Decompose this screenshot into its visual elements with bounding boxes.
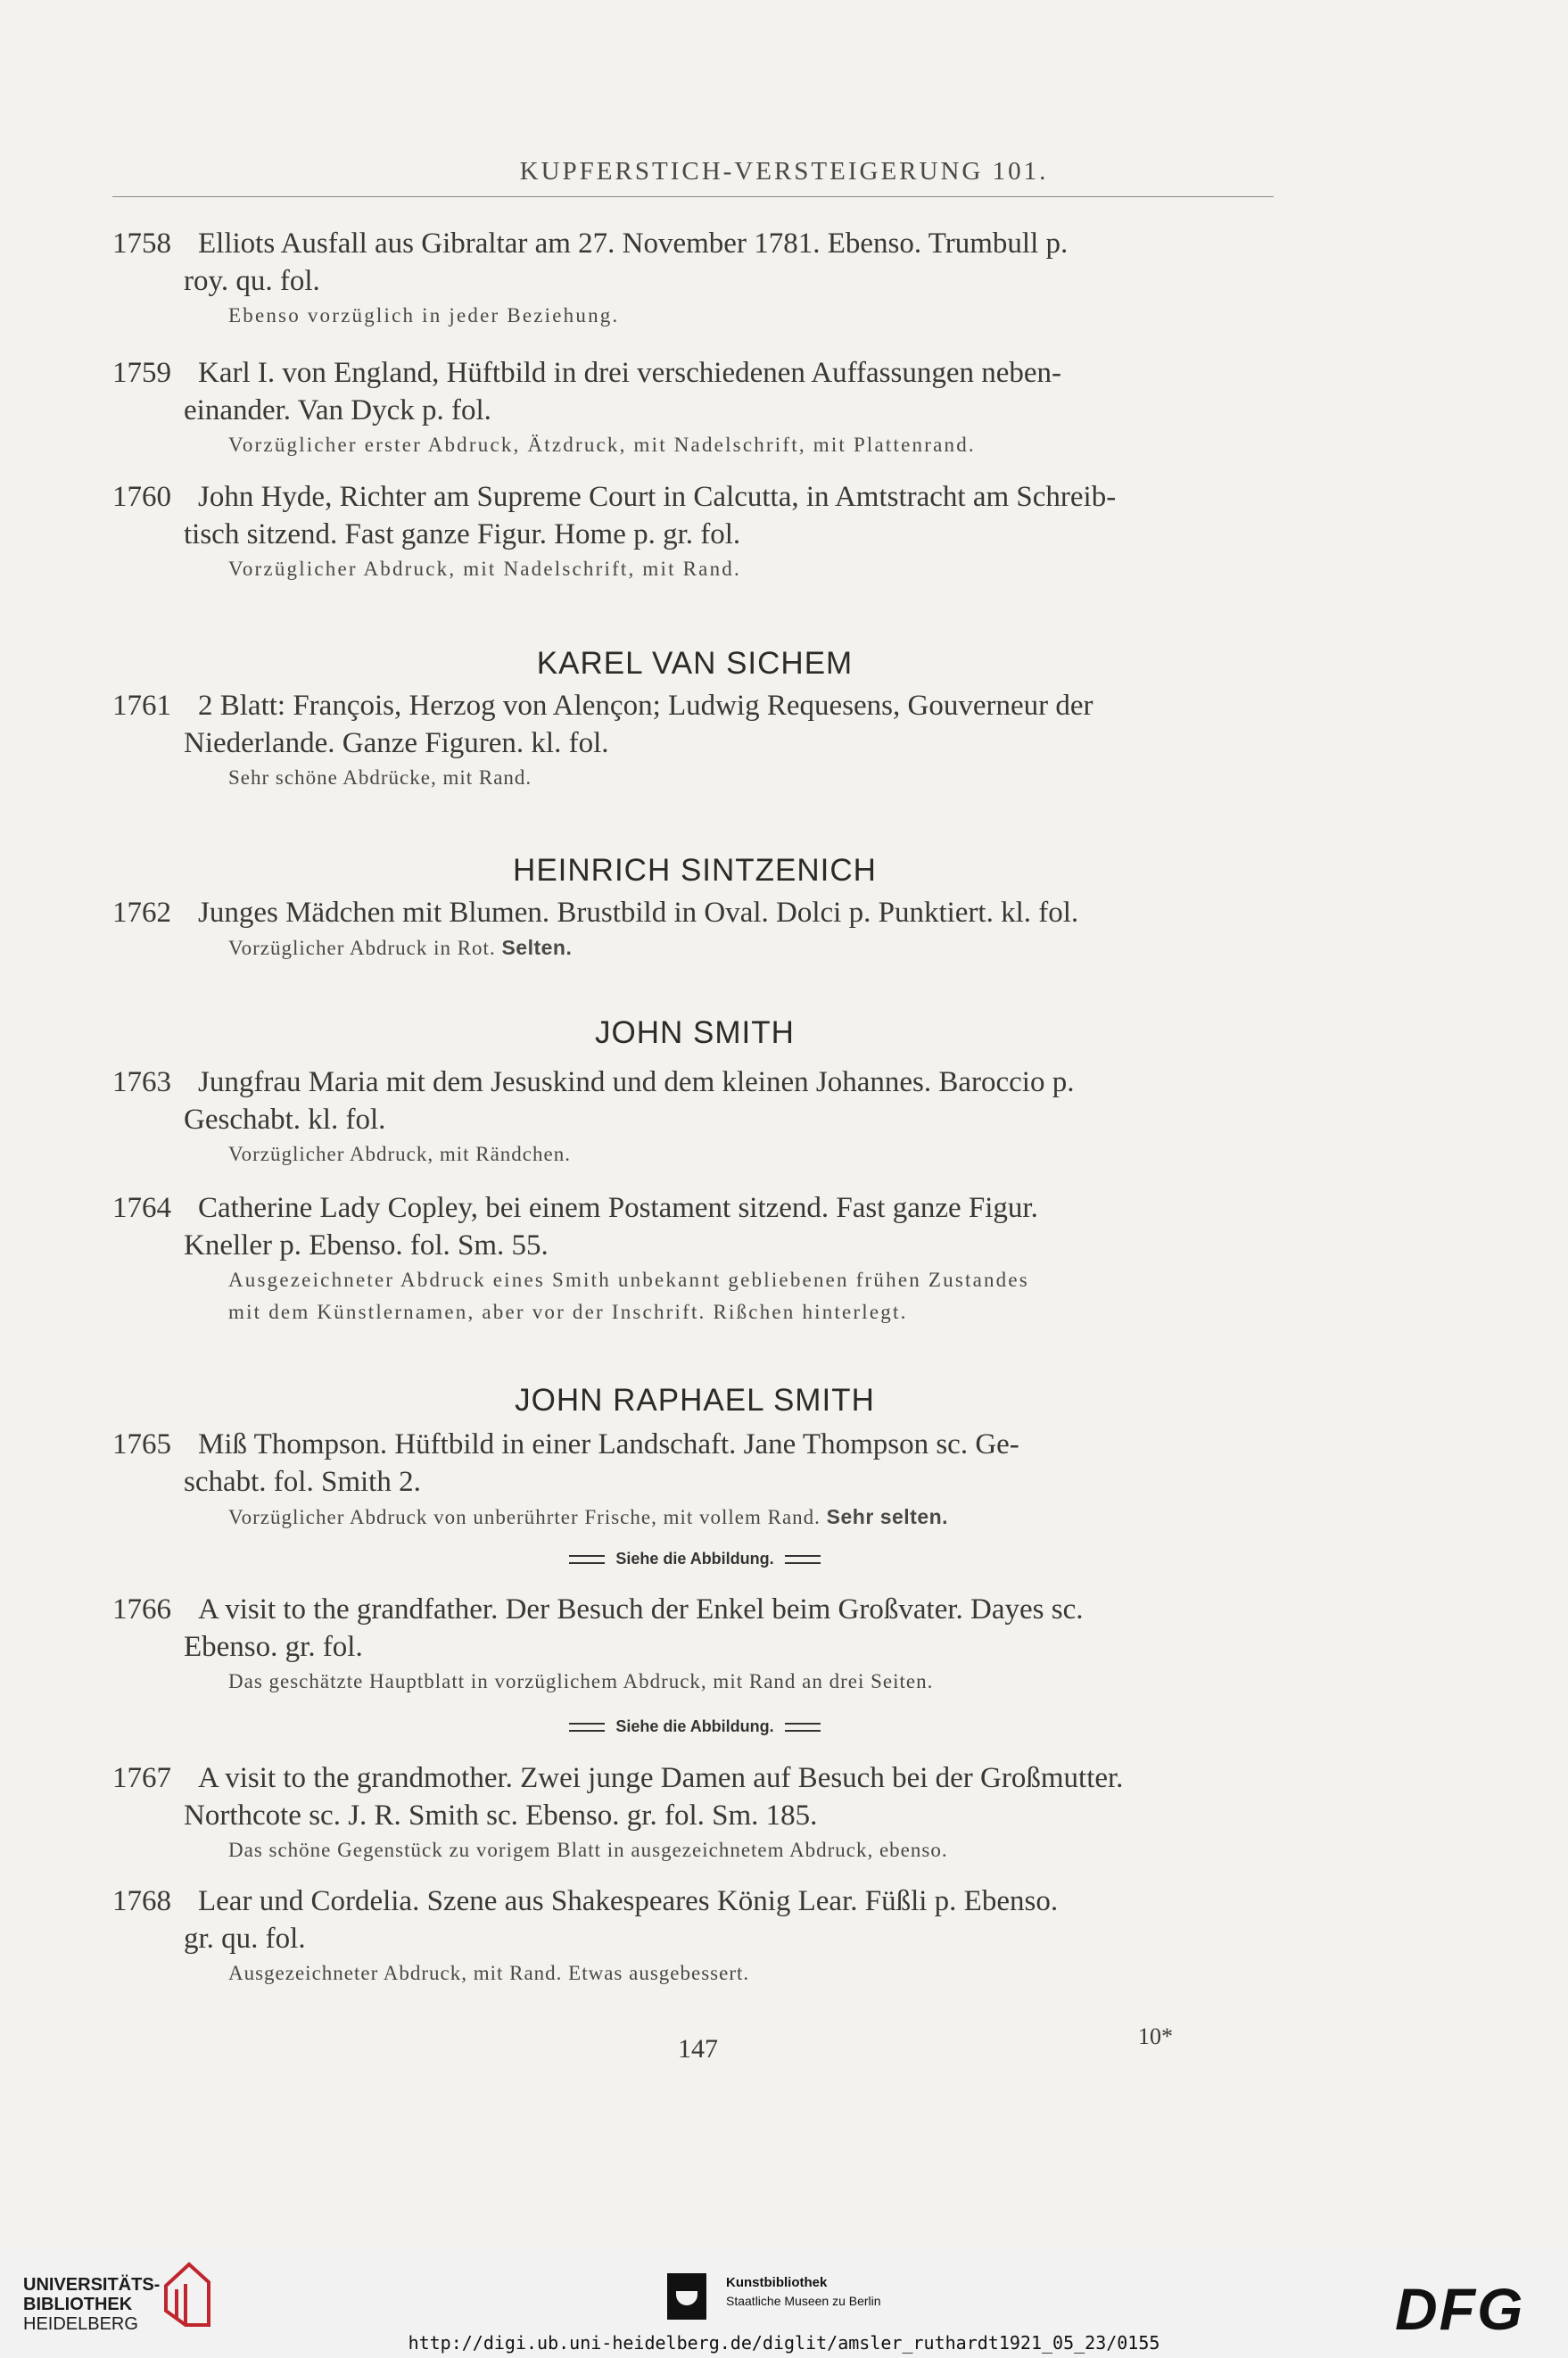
double-rule-left bbox=[569, 1723, 605, 1732]
header-rule bbox=[112, 196, 1274, 197]
catalog-entry-1762 bbox=[112, 894, 1290, 964]
permalink-url[interactable]: http://digi.ub.uni-heidelberg.de/diglit/amsler_ruthardt1921_05_23/0155 bbox=[408, 2332, 1160, 2354]
double-rule-left bbox=[569, 1555, 605, 1564]
entry-title-cont: Ebenso. gr. fol. bbox=[184, 1631, 363, 1663]
catalog-entry-1761 bbox=[112, 687, 1290, 794]
page-number: 147 bbox=[678, 2034, 718, 2064]
ub-emblem-icon bbox=[162, 2259, 212, 2330]
catalog-entry-1763 bbox=[112, 1063, 1290, 1171]
entry-note-emphasis: Sehr selten. bbox=[826, 1505, 949, 1528]
catalog-entry-1759 bbox=[112, 354, 1290, 461]
entry-note-emphasis: Selten. bbox=[501, 936, 573, 959]
signature-mark: 10* bbox=[1138, 2023, 1173, 2049]
kunstbibliothek-icon bbox=[667, 2273, 706, 2320]
double-rule-right bbox=[785, 1555, 821, 1564]
entry-title: Lear und Cordelia. Szene aus Shakespeares König Lear. Füßli p. Ebenso. bbox=[198, 1885, 1059, 1917]
see-figure-notice: Siehe die Abbildung. bbox=[0, 1717, 1390, 1736]
entry-title-cont: gr. qu. fol. bbox=[184, 1923, 306, 1955]
entry-title: Jungfrau Maria mit dem Jesuskind und dem kleinen Johannes. Baroccio p. bbox=[198, 1066, 1075, 1098]
entry-note: Sehr schöne Abdrücke, mit Rand. bbox=[228, 766, 532, 789]
dfg-logo[interactable]: DFG bbox=[1395, 2276, 1525, 2342]
entry-number: 1766 bbox=[112, 1593, 171, 1626]
see-figure-notice: Siehe die Abbildung. bbox=[0, 1550, 1390, 1568]
entry-title-cont: Geschabt. kl. fol. bbox=[184, 1104, 386, 1136]
entry-title-cont: roy. qu. fol. bbox=[184, 265, 320, 297]
entry-title-cont: tisch sitzend. Fast ganze Figur. Home p. gr. fol. bbox=[184, 518, 741, 550]
ub-heidelberg-logo[interactable]: UNIVERSITÄTS- BIBLIOTHEK HEIDELBERG bbox=[23, 2275, 161, 2334]
entry-title: A visit to the grandmother. Zwei junge Damen auf Besuch bei der Großmutter. bbox=[198, 1762, 1124, 1794]
entry-note: Ausgezeichneter Abdruck eines Smith unbekannt gebliebenen frühen Zustandes bbox=[228, 1269, 1029, 1291]
entry-number: 1765 bbox=[112, 1428, 171, 1460]
entry-title: 2 Blatt: François, Herzog von Alençon; Ludwig Requesens, Gouverneur der bbox=[198, 690, 1093, 722]
kunstbibliothek-logo[interactable]: Kunstbibliothek Staatliche Museen zu Berlin bbox=[667, 2261, 944, 2323]
entry-number: 1762 bbox=[112, 897, 171, 929]
entry-title: Catherine Lady Copley, bei einem Postament sitzend. Fast ganze Figur. bbox=[198, 1192, 1038, 1224]
catalog-entry-1758 bbox=[112, 225, 1290, 332]
entry-title-cont: Niederlande. Ganze Figuren. kl. fol. bbox=[184, 727, 609, 759]
section-heading-heinrich-sintzenich: HEINRICH SINTZENICH bbox=[513, 853, 877, 888]
entry-note: Vorzüglicher Abdruck von unberührter Frische, mit vollem Rand. bbox=[228, 1506, 821, 1528]
catalog-entry-1765 bbox=[112, 1426, 1290, 1534]
section-heading-karel-van-sichem: KAREL VAN SICHEM bbox=[536, 646, 854, 681]
entry-number: 1758 bbox=[112, 228, 171, 260]
catalog-entry-1760 bbox=[112, 478, 1290, 585]
section-heading-john-raphael-smith: JOHN RAPHAEL SMITH bbox=[515, 1383, 875, 1418]
entry-title: Elliots Ausfall aus Gibraltar am 27. November 1781. Ebenso. Trumbull p. bbox=[198, 228, 1069, 260]
viewer-footer bbox=[0, 2248, 1568, 2358]
entry-title-cont: einander. Van Dyck p. fol. bbox=[184, 394, 491, 426]
entry-note-cont: mit dem Künstlernamen, aber vor der Inschrift. Rißchen hinterlegt. bbox=[228, 1301, 908, 1323]
catalog-entry-1764 bbox=[112, 1189, 1290, 1328]
entry-note: Vorzüglicher erster Abdruck, Ätzdruck, mit Nadelschrift, mit Plattenrand. bbox=[228, 434, 976, 456]
entry-number: 1764 bbox=[112, 1192, 171, 1224]
double-rule-right bbox=[785, 1723, 821, 1732]
entry-title: Karl I. von England, Hüftbild in drei verschiedenen Auffassungen neben- bbox=[198, 357, 1062, 389]
entry-number: 1763 bbox=[112, 1066, 171, 1098]
entry-note: Das schöne Gegenstück zu vorigem Blatt in ausgezeichnetem Abdruck, ebenso. bbox=[228, 1839, 948, 1861]
catalog-entry-1767 bbox=[112, 1759, 1290, 1866]
entry-note: Ausgezeichneter Abdruck, mit Rand. Etwas ausgebessert. bbox=[228, 1962, 750, 1984]
running-head: KUPFERSTICH-VERSTEIGERUNG 101. bbox=[519, 157, 1049, 186]
entry-note: Ebenso vorzüglich in jeder Beziehung. bbox=[228, 304, 620, 327]
entry-number: 1767 bbox=[112, 1762, 171, 1794]
entry-note: Das geschätzte Hauptblatt in vorzüglichem Abdruck, mit Rand an drei Seiten. bbox=[228, 1670, 934, 1692]
entry-note: Vorzüglicher Abdruck in Rot. bbox=[228, 937, 496, 959]
entry-title: Junges Mädchen mit Blumen. Brustbild in Oval. Dolci p. Punktiert. kl. fol. bbox=[198, 897, 1079, 929]
entry-note: Vorzüglicher Abdruck, mit Nadelschrift, mit Rand. bbox=[228, 558, 741, 580]
entry-title: John Hyde, Richter am Supreme Court in Calcutta, in Amtstracht am Schreib- bbox=[198, 481, 1117, 513]
entry-number: 1761 bbox=[112, 690, 171, 722]
entry-number: 1759 bbox=[112, 357, 171, 389]
entry-title: Miß Thompson. Hüftbild in einer Landschaft. Jane Thompson sc. Ge- bbox=[198, 1428, 1019, 1460]
section-heading-john-smith: JOHN SMITH bbox=[595, 1015, 795, 1050]
entry-title-cont: Kneller p. Ebenso. fol. Sm. 55. bbox=[184, 1229, 549, 1262]
catalog-entry-1768 bbox=[112, 1882, 1290, 1990]
catalog-entry-1766 bbox=[112, 1591, 1290, 1698]
entry-title: A visit to the grandfather. Der Besuch der Enkel beim Großvater. Dayes sc. bbox=[198, 1593, 1084, 1626]
entry-number: 1768 bbox=[112, 1885, 171, 1917]
entry-note: Vorzüglicher Abdruck, mit Rändchen. bbox=[228, 1143, 571, 1165]
entry-title-cont: schabt. fol. Smith 2. bbox=[184, 1466, 421, 1498]
entry-title-cont: Northcote sc. J. R. Smith sc. Ebenso. gr. fol. Sm. 185. bbox=[184, 1800, 818, 1832]
entry-number: 1760 bbox=[112, 481, 171, 513]
